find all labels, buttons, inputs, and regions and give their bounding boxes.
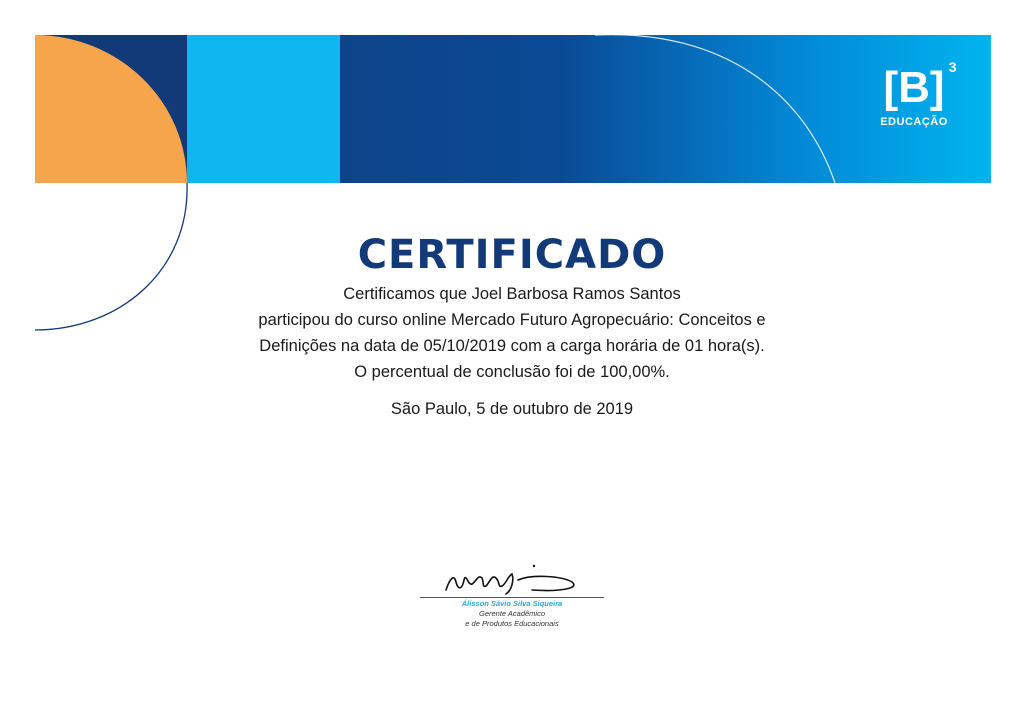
signature-line: [420, 597, 604, 598]
signatory-role: [400, 609, 624, 629]
place-date: São Paulo, 5 de outubro de 2019: [390, 400, 634, 418]
logo-superscript: 3: [948, 59, 957, 75]
header-banner: [35, 35, 991, 183]
b3-educacao-logo: [866, 59, 962, 150]
logo-mark: [B] 3: [883, 59, 957, 112]
signatory-name: Álisson Sávio Silva Siqueira: [461, 599, 563, 608]
handwritten-signature: [422, 560, 602, 598]
certificate-line-4: O percentual de conclusão foi de 100,00%.: [354, 363, 670, 381]
logo-subtitle: EDUCAÇÃO: [880, 116, 948, 128]
signatory-role-line-1: Gerente Acadêmico: [478, 609, 545, 618]
signature-block: [400, 558, 624, 638]
certificate-line-1: Certificamos que Joel Barbosa Ramos Santos: [343, 285, 681, 303]
certificate-body: [212, 281, 812, 385]
signatory-role-line-2: e de Produtos Educacionais: [465, 619, 559, 628]
certificate-line-3: Definições na data de 05/10/2019 com a carga horária de 01 hora(s).: [259, 337, 765, 355]
certificate-title: CERTIFICADO: [357, 232, 667, 278]
certificate-line-2: participou do curso online Mercado Futuro Agropecuário: Conceitos e: [258, 311, 766, 329]
banner-sky-block: [187, 35, 340, 183]
